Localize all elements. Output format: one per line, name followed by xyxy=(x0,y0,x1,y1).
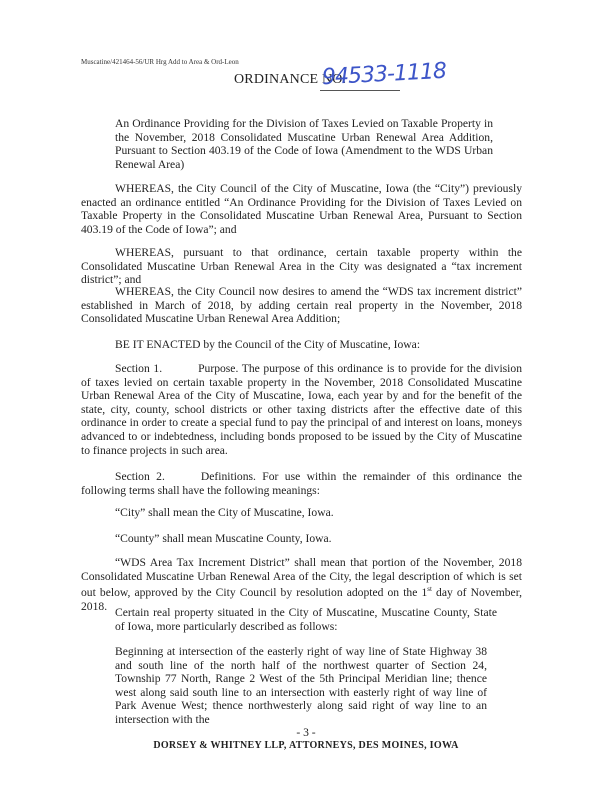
section-1-label: Section 1. xyxy=(115,362,163,375)
section-2 xyxy=(81,470,522,497)
law-firm-footer: DORSEY & WHITNEY LLP, ATTORNEYS, DES MOINES, IOWA xyxy=(153,740,459,751)
file-reference: Muscatine/421464-56/UR Hrg Add to Area & Ord-Leon xyxy=(81,58,239,66)
definition-wds-district xyxy=(81,556,522,613)
whereas-paragraph-2: WHEREAS, pursuant to that ordinance, certain taxable property within the Consolidated Muscatine Urban Renewal Area in the City was designated a “tax increment district”; and xyxy=(81,246,522,287)
page-number: - 3 - xyxy=(296,726,316,739)
handwritten-ordinance-number: 94533-1118 xyxy=(321,58,447,91)
definition-county: “County” shall mean Muscatine County, Iowa. xyxy=(115,532,332,545)
definition-city: “City” shall mean the City of Muscatine, Iowa. xyxy=(115,506,334,519)
whereas-paragraph-1: WHEREAS, the City Council of the City of Muscatine, Iowa (the “City”) previously enacted an ordinance entitled “An Ordinance Providing for the Division of Taxes Levied on Taxable Property in the Consolidated Muscatine Urban Renewal Area, Pursuant to Section 403.19 of the Code of Iowa”; and xyxy=(81,182,522,236)
definition-wds-date: day of November, 2018. xyxy=(81,586,522,613)
definition-wds-text: “WDS Area Tax Increment District” shall mean that portion of the November, 2018 Consolidated Muscatine Urban Renewal Area of the City, the legal description of which is set out below, approved by the City Council by resolution adopted on the 1 xyxy=(81,556,522,600)
section-2-text: Definitions. For use within the remainder of this ordinance the following terms shall have the following meanings: xyxy=(81,470,522,497)
ordinance-caption: An Ordinance Providing for the Division of Taxes Levied on Taxable Property in the November, 2018 Consolidated Muscatine Urban Renewal Area Addition, Pursuant to Section 403.19 of the Code of Iowa (Amendment to the WDS Urban Renewal Area) xyxy=(115,117,493,171)
ordinance-title: ORDINANCE NO. xyxy=(234,72,347,87)
enacting-clause: BE IT ENACTED by the Council of the City of Muscatine, Iowa: xyxy=(115,338,421,351)
section-1-text: Purpose. The purpose of this ordinance is to provide for the division of taxes levied on certain taxable property in the November, 2018 Consolidated Muscatine Urban Renewal Area of the City of Muscatine, Iowa, each year by and for the benefit of the state, city, county, school districts or other taxing districts after the effective date of this ordinance in order to create a special fund to pay the principal of and interest on loans, moneys advanced to or indebtedness, including bonds proposed to be issued by the City of Muscatine to finance projects in such area. xyxy=(81,362,522,457)
section-2-label: Section 2. xyxy=(115,470,165,483)
whereas-paragraph-3: WHEREAS, the City Council now desires to amend the “WDS tax increment district” established in March of 2018, by adding certain real property in the November, 2018 Consolidated Muscatine Urban Renewal Area Addition; xyxy=(81,285,522,326)
ordinance-number-underline xyxy=(320,90,400,91)
section-1 xyxy=(81,362,522,457)
legal-description: Beginning at intersection of the easterly right of way line of State Highway 38 and south line of the north half of the northwest quarter of Section 24, Township 77 North, Range 2 West of the 5th Principal Meridian line; thence west along said south line to an intersection with easterly right of way line of Park Avenue West; thence northwesterly along said right of way line to an intersection with the xyxy=(115,645,487,726)
property-intro: Certain real property situated in the City of Muscatine, Muscatine County, State of Iowa, more particularly described as follows: xyxy=(115,606,497,633)
ordinal-suffix: st xyxy=(427,585,432,594)
